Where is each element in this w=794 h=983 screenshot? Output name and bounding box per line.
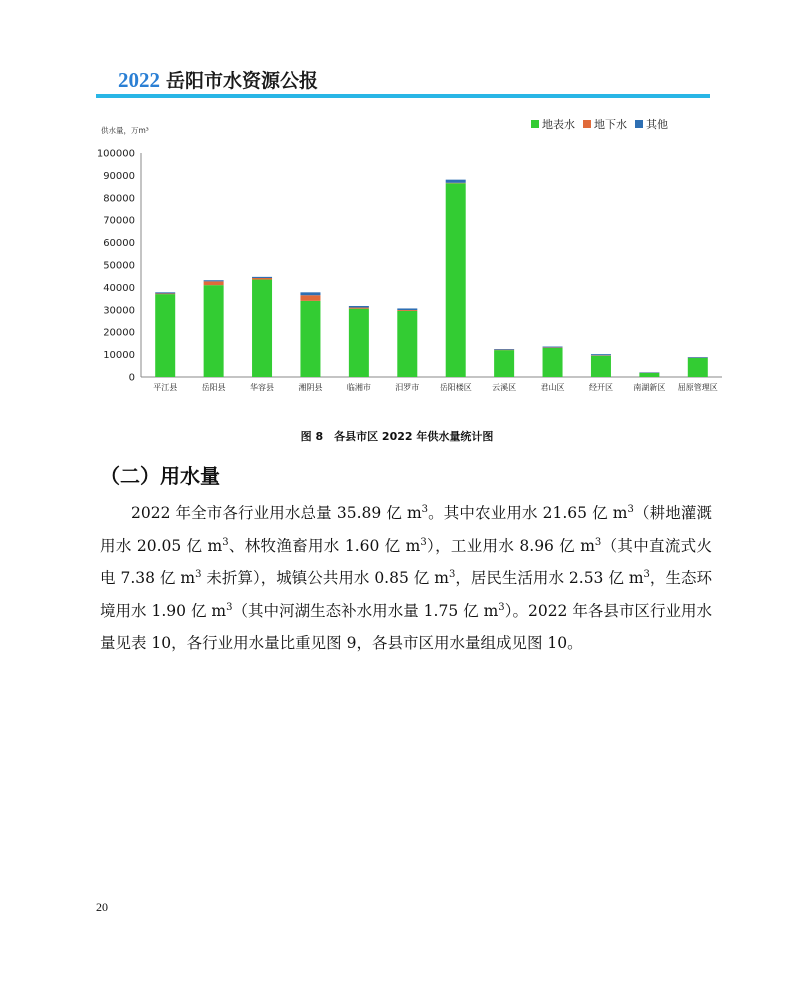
- x-tick-label: 云溪区: [492, 383, 517, 392]
- y-tick-label: 30000: [103, 305, 135, 317]
- x-tick-label: 屈原管理区: [677, 383, 718, 392]
- bar-segment: [591, 354, 611, 355]
- text-run: 2022 年全市各行业用水总量 35.89 亿 m: [131, 504, 422, 522]
- bar-segment: [155, 294, 175, 377]
- text-run: ）。2022 年各县市区行业用水量见表 10，各行业用水量比重见图 9，各县市区用水量组成见图 10。: [100, 601, 713, 652]
- x-tick-label: 君山区: [540, 383, 565, 392]
- body-paragraph: [100, 497, 712, 660]
- bar-segment: [300, 301, 320, 377]
- legend-swatch: [583, 120, 591, 128]
- bar-segment: [204, 281, 224, 285]
- y-tick-label: 0: [128, 372, 135, 384]
- bar-segment: [397, 308, 417, 310]
- bar-segment: [349, 308, 369, 309]
- x-tick-label: 岳阳县: [201, 383, 226, 392]
- y-tick-label: 100000: [96, 148, 135, 160]
- text-run: ，生态环境用水 1.90 亿 m: [100, 569, 712, 620]
- y-tick-label: 70000: [103, 215, 135, 227]
- x-tick-label: 湘阴县: [298, 383, 323, 392]
- bar-segment: [494, 350, 514, 377]
- text-run: ），工业用水 8.96 亿 m: [426, 536, 595, 555]
- y-tick-label: 50000: [103, 260, 135, 272]
- y-tick-label: 80000: [103, 193, 135, 205]
- page-header: [118, 66, 318, 94]
- y-tick-label: 20000: [103, 327, 135, 339]
- superscript: 3: [627, 503, 634, 515]
- x-tick-label: 临湘市: [346, 383, 371, 392]
- x-tick-label: 经开区: [588, 383, 613, 392]
- legend-swatch: [635, 120, 643, 128]
- bar-segment: [155, 292, 175, 293]
- text-run: （其中直流式火电 7.38 亿 m: [100, 536, 712, 587]
- bar-segment: [252, 278, 272, 280]
- x-tick-label: 汨罗市: [395, 383, 420, 392]
- bar-segment: [252, 280, 272, 377]
- y-tick-label: 60000: [103, 238, 135, 250]
- text-run: 未折算），城镇公共用水 0.85 亿 m: [201, 569, 449, 587]
- header-title: 岳阳市水资源公报: [166, 70, 319, 92]
- bar-segment: [349, 309, 369, 377]
- y-tick-label: 10000: [103, 350, 135, 362]
- bar-segment: [300, 295, 320, 301]
- bar-segment: [446, 180, 466, 183]
- bar-segment: [300, 292, 320, 295]
- y-tick-label: 40000: [103, 282, 135, 294]
- bar-segment: [204, 280, 224, 281]
- bar-segment: [446, 183, 466, 377]
- y-tick-label: 90000: [103, 170, 135, 182]
- bar-segment: [155, 293, 175, 294]
- header-rule: [96, 94, 710, 98]
- superscript: 3: [643, 568, 650, 580]
- superscript: 3: [448, 568, 456, 580]
- x-tick-label: 南湖新区: [633, 383, 666, 392]
- bar-segment: [591, 356, 611, 377]
- x-tick-label: 平江县: [153, 383, 178, 392]
- bar-segment: [688, 358, 708, 377]
- bar-segment: [543, 347, 563, 348]
- text-run: 。其中农业用水 21.65 亿 m: [428, 504, 628, 522]
- text-run: （其中河湖生态补水用水量 1.75 亿 m: [232, 601, 499, 620]
- superscript: 3: [421, 503, 429, 515]
- legend-label: 地表水: [542, 118, 575, 131]
- legend-label: 地下水: [594, 118, 627, 131]
- bar-segment: [397, 310, 417, 311]
- superscript: 3: [594, 536, 602, 548]
- superscript: 3: [420, 536, 427, 548]
- bar-segment: [543, 348, 563, 377]
- bar-segment: [204, 285, 224, 377]
- y-axis-label: 供水量，万m³: [101, 126, 149, 135]
- text-run: （耕地灌溉用水 20.05 亿 m: [100, 504, 712, 555]
- x-tick-label: 华容县: [250, 383, 275, 392]
- bar-segment: [494, 349, 514, 350]
- bar-segment: [349, 306, 369, 308]
- legend-label: 其他: [646, 118, 668, 131]
- superscript: 3: [222, 536, 229, 548]
- superscript: 3: [195, 568, 202, 580]
- section-heading: （二）用水量: [100, 464, 220, 488]
- bar-segment: [252, 277, 272, 278]
- water-supply-chart: [96, 112, 726, 407]
- text-run: 、林牧渔畜用水 1.60 亿 m: [228, 536, 421, 555]
- bar-segment: [688, 357, 708, 358]
- bar-segment: [397, 311, 417, 377]
- bar-segment: [639, 373, 659, 377]
- superscript: 3: [226, 601, 233, 613]
- x-tick-label: 岳阳楼区: [439, 383, 472, 392]
- legend-swatch: [531, 120, 539, 128]
- superscript: 3: [498, 601, 505, 613]
- text-run: ，居民生活用水 2.53 亿 m: [455, 569, 644, 587]
- figure-caption: 图 8 各县市区 2022 年供水量统计图: [300, 430, 494, 443]
- header-year: 2022: [118, 68, 160, 92]
- page-number: 20: [96, 900, 108, 914]
